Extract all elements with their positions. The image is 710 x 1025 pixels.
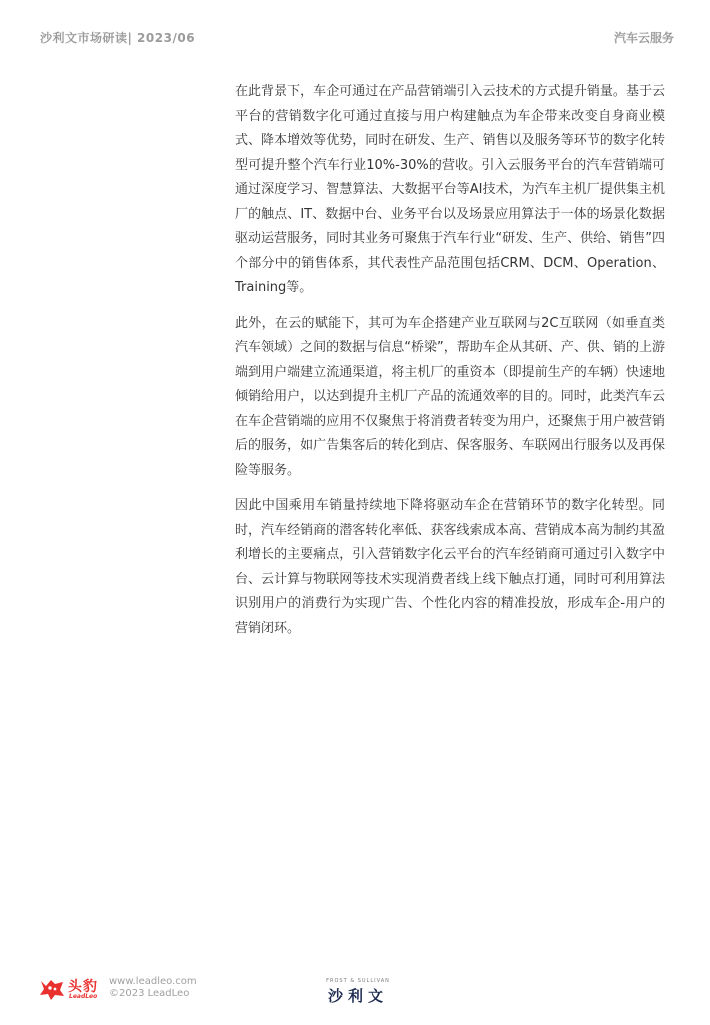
- logo-en-text: LeadLeo: [69, 993, 98, 1000]
- header-report-title: 沙利文市场研读| 2023/06: [40, 31, 196, 45]
- footer-website: www.leadleo.com: [109, 976, 197, 987]
- logo-cn-text: 头豹: [68, 979, 98, 995]
- frost-sullivan-logo: [318, 978, 398, 1006]
- frost-sullivan-en: FROST & SULLIVAN: [326, 978, 390, 984]
- paragraph: 在此背景下，车企可通过在产品营销端引入云技术的方式提升销量。基于云平台的营销数字化可通过直接与用户构建触点为车企带来改变自身商业模式、降本增效等优势，同时在研发、生产、销售以及服务等环节的数字化转型可提升整个汽车行业10%-30%的营收。引入云服务平台的汽车营销端可通过深度学习、智慧算法、大数据平台等AI技术，为汽车主机厂提供集主机厂的触点、IT、数据中台、业务平台以及场景应用算法于一体的场景化数据驱动运营服务，同时其业务可聚焦于汽车行业“研发、生产、供给、销售”四个部分中的销售体系，其代表性产品范围包括CRM、DCM、Operation、Training等。: [235, 84, 665, 295]
- paragraph: 此外，在云的赋能下，其可为车企搭建产业互联网与2C互联网（如垂直类汽车领域）之间的数据与信息“桥梁”，帮助车企从其研、产、供、销的上游端到用户端建立流通渠道，将主机厂的重资本（即提前生产的车辆）快速地倾销给用户，以达到提升主机厂产品的流通效率的目的。同时，此类汽车云在车企营销端的应用不仅聚焦于将消费者转变为用户，还聚焦于用户被营销后的服务，如广告集客后的转化到店、保客服务、车联网出行服务以及再保险等服务。: [235, 315, 665, 478]
- header-section-title: 汽车云服务: [613, 31, 674, 45]
- body-text: [235, 80, 665, 652]
- leopard-head-icon: [38, 977, 66, 1001]
- footer-copyright: ©2023 LeadLeo: [109, 988, 190, 999]
- frost-sullivan-cn: 沙利文: [327, 987, 388, 1005]
- footer-site-info: [109, 976, 197, 1000]
- leadleo-logo: [38, 977, 106, 1001]
- paragraph: 因此中国乘用车销量持续地下降将驱动车企在营销环节的数字化转型。同时，汽车经销商的潜客转化率低、获客线索成本高、营销成本高为制约其盈利增长的主要痛点，引入营销数字化云平台的汽车经销商可通过引入数字中台、云计算与物联网等技术实现消费者线上线下触点打通，同时可利用算法识别用户的消费行为实现广告、个性化内容的精准投放，形成车企-用户的营销闭环。: [235, 498, 665, 636]
